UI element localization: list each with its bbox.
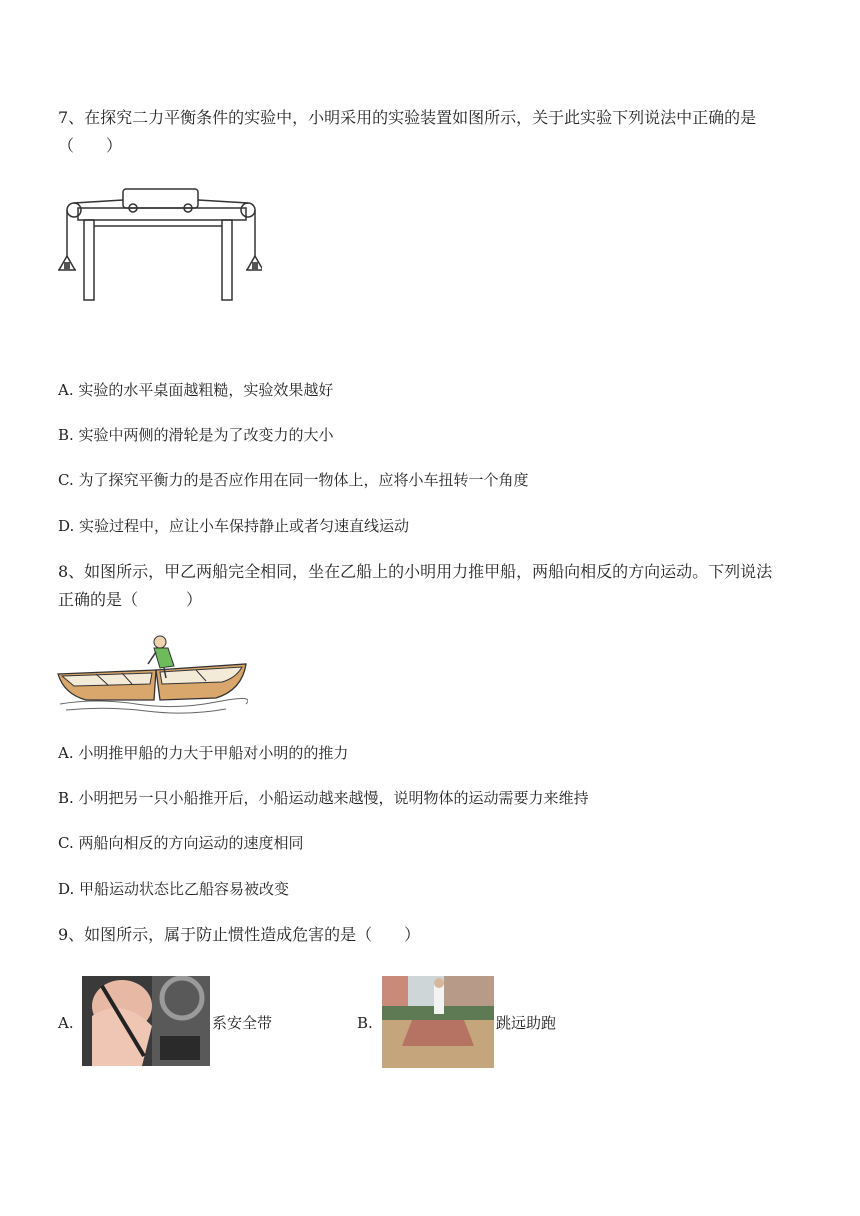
pulley-right [241,203,255,217]
q8-stem-line2: 正确的是（ ） [58,590,203,609]
q9-option-a-letter: A. [58,1014,74,1032]
q7-option-c: C. 为了探究平衡力的是否应作用在同一物体上，应将小车扭转一个角度 [58,471,529,489]
q9-seatbelt-photo [82,976,210,1066]
jumper-shape [434,984,444,1014]
xiaoming-head [154,636,166,648]
q7-stem-line1: 7、在探究二力平衡条件的实验中，小明采用的实验装置如图所示，关于此实验下列说法中正确的是 [58,108,757,127]
q8-option-d: D. 甲船运动状态比乙船容易被改变 [58,880,290,898]
q9-option-b-caption: 跳远助跑 [496,1014,557,1032]
q8-boats-figure [56,634,248,716]
q8-option-a: A. 小明推甲船的力大于甲船对小明的的推力 [58,744,349,762]
q7-option-b: B. 实验中两侧的滑轮是为了改变力的大小 [58,426,334,444]
q9-option-a-caption: 系安全带 [212,1014,273,1032]
pulley-left [67,203,81,217]
q7-option-d: D. 实验过程中，应让小车保持静止或者匀速直线运动 [58,517,410,535]
table-leg-right [222,220,232,300]
xiaoming-body [154,648,174,668]
q7-apparatus-figure [56,186,262,304]
table-leg-left [84,220,94,300]
q9-option-b-letter: B. [357,1014,373,1032]
q8-option-b: B. 小明把另一只小船推开后，小船运动越来越慢，说明物体的运动需要力来维持 [58,789,589,807]
q7-stem-line2: （ ） [58,136,123,155]
q8-stem-line1: 8、如图所示，甲乙两船完全相同，坐在乙船上的小明用力推甲船，两船向相反的方向运动。下列说法 [58,562,773,581]
runway-shape [402,1020,474,1046]
q9-long-jump-photo [382,976,494,1068]
q7-option-a: A. 实验的水平桌面越粗糙，实验效果越好 [58,381,334,399]
table-top [78,208,246,220]
q9-stem: 9、如图所示，属于防止惯性造成危害的是（ ） [58,925,421,944]
cart [123,189,198,208]
q8-option-c: C. 两船向相反的方向运动的速度相同 [58,834,304,852]
